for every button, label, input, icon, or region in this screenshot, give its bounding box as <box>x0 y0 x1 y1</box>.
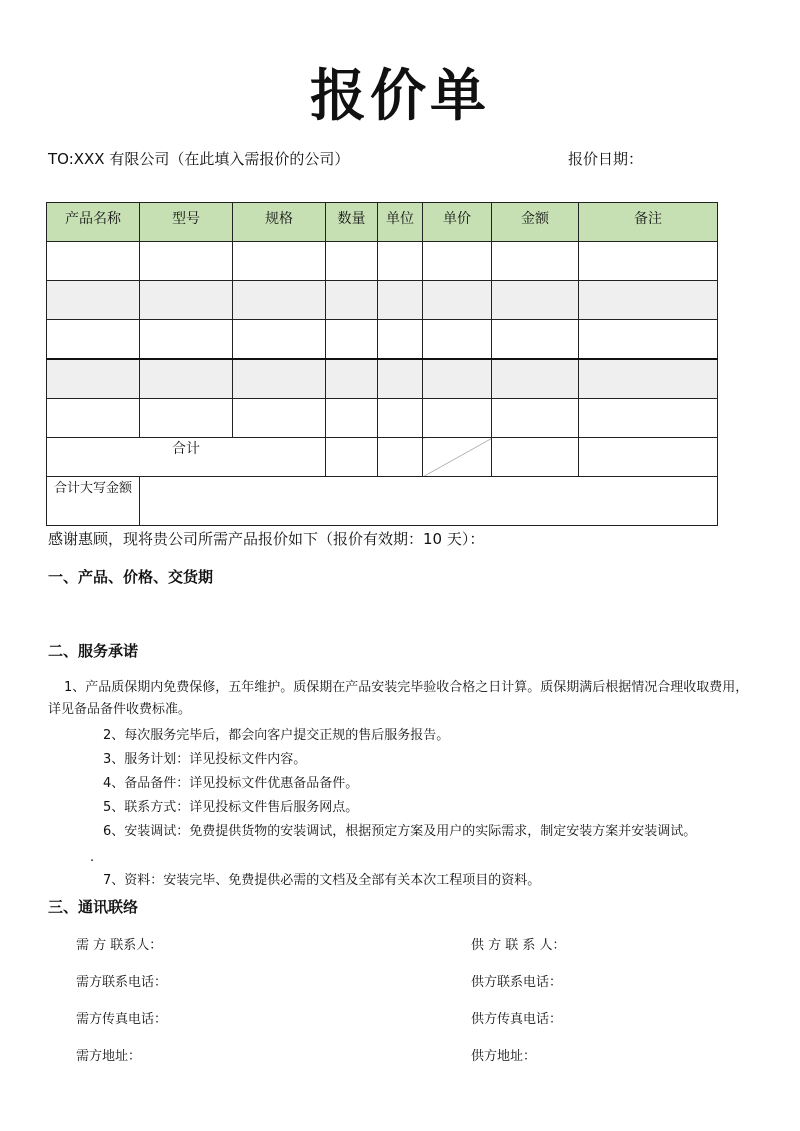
col-header-amount: 金额 <box>492 203 579 242</box>
page-title: 报价单 <box>310 64 490 129</box>
total-label: 合计 <box>47 438 326 477</box>
table-cell[interactable] <box>140 242 233 281</box>
table-cell[interactable] <box>47 359 140 399</box>
table-row <box>47 359 718 399</box>
table-cell[interactable] <box>579 242 718 281</box>
service-item-5: 5、联系方式：详见投标文件售后服务网点。 <box>103 800 359 815</box>
table-cell[interactable] <box>492 399 579 438</box>
table-row <box>47 242 718 281</box>
seller-phone-label: 供方联系电话： <box>471 975 563 990</box>
table-cell[interactable] <box>378 359 423 399</box>
table-cell[interactable] <box>492 359 579 399</box>
col-header-product-name: 产品名称 <box>47 203 140 242</box>
section-heading-contact: 三、通讯联络 <box>48 898 139 916</box>
service-item-6: 6、安装调试：免费提供货物的安装调试，根据预定方案及用户的实际需求，制定安装方案并安装调试。 <box>103 824 697 839</box>
service-item-1-line-1: 1、产品质保期内免费保修，五年维护。质保期在产品安装完毕验收合格之日计算。质保期满后根据情况合理收取费用， <box>64 680 749 695</box>
table-cell[interactable] <box>233 320 326 360</box>
table-cell[interactable] <box>423 320 492 360</box>
seller-address-label: 供方地址： <box>471 1049 537 1064</box>
total-words-label: 合计大写金额 <box>47 477 140 526</box>
table-cell[interactable] <box>579 359 718 399</box>
section-heading-service: 二、服务承诺 <box>48 642 139 660</box>
table-cell[interactable] <box>378 281 423 320</box>
table-cell[interactable] <box>140 359 233 399</box>
buyer-address-label: 需方地址： <box>76 1049 142 1064</box>
total-amount-cell[interactable] <box>492 438 579 477</box>
table-cell[interactable] <box>140 320 233 360</box>
total-unit-cell[interactable] <box>378 438 423 477</box>
table-cell[interactable] <box>47 399 140 438</box>
total-words-row <box>47 477 718 526</box>
total-quantity-cell[interactable] <box>326 438 378 477</box>
table-cell[interactable] <box>140 399 233 438</box>
service-item-4: 4、备品备件：详见投标文件优惠备品备件。 <box>103 776 359 791</box>
table-cell[interactable] <box>492 242 579 281</box>
buyer-fax-label: 需方传真电话： <box>76 1012 168 1027</box>
stray-dot: . <box>90 850 95 865</box>
table-cell[interactable] <box>579 399 718 438</box>
quote-date-label: 报价日期： <box>568 150 644 168</box>
table-row <box>47 281 718 320</box>
table-cell[interactable] <box>326 281 378 320</box>
recipient-line: TO:XXX 有限公司（在此填入需报价的公司） <box>48 150 350 168</box>
service-item-1-line-2: 详见备品备件收费标准。 <box>48 702 192 717</box>
table-header-row <box>47 203 718 242</box>
table-cell[interactable] <box>326 399 378 438</box>
total-unit-price-slash-cell <box>423 438 492 477</box>
intro-text: 感谢惠顾，现将贵公司所需产品报价如下（报价有效期：10 天）： <box>48 530 485 548</box>
service-item-7: 7、资料：安装完毕、免费提供必需的文档及全部有关本次工程项目的资料。 <box>103 873 541 888</box>
service-item-2: 2、每次服务完毕后，都会向客户提交正规的售后服务报告。 <box>103 728 450 743</box>
col-header-remarks: 备注 <box>579 203 718 242</box>
table-cell[interactable] <box>423 399 492 438</box>
table-cell[interactable] <box>233 399 326 438</box>
table-cell[interactable] <box>423 281 492 320</box>
table-cell[interactable] <box>47 281 140 320</box>
total-remarks-cell[interactable] <box>579 438 718 477</box>
col-header-model: 型号 <box>140 203 233 242</box>
total-row <box>47 438 718 477</box>
section-heading-products: 一、产品、价格、交货期 <box>48 568 214 586</box>
seller-fax-label: 供方传真电话： <box>471 1012 563 1027</box>
col-header-quantity: 数量 <box>326 203 378 242</box>
table-cell[interactable] <box>492 320 579 360</box>
table-row <box>47 399 718 438</box>
table-cell[interactable] <box>47 320 140 360</box>
table-cell[interactable] <box>378 242 423 281</box>
table-cell[interactable] <box>233 242 326 281</box>
table-cell[interactable] <box>492 281 579 320</box>
col-header-spec: 规格 <box>233 203 326 242</box>
table-cell[interactable] <box>579 320 718 360</box>
col-header-unit-price: 单价 <box>423 203 492 242</box>
table-cell[interactable] <box>233 281 326 320</box>
buyer-phone-label: 需方联系电话： <box>76 975 168 990</box>
table-cell[interactable] <box>326 242 378 281</box>
table-cell[interactable] <box>423 359 492 399</box>
service-item-3: 3、服务计划：详见投标文件内容。 <box>103 752 307 767</box>
table-cell[interactable] <box>579 281 718 320</box>
table-cell[interactable] <box>326 359 378 399</box>
table-cell[interactable] <box>378 320 423 360</box>
table-cell[interactable] <box>378 399 423 438</box>
total-words-cell[interactable] <box>140 477 718 526</box>
table-cell[interactable] <box>326 320 378 360</box>
table-cell[interactable] <box>423 242 492 281</box>
table-cell[interactable] <box>47 242 140 281</box>
seller-contact-label: 供 方 联 系 人： <box>471 938 566 953</box>
quote-table <box>46 202 718 526</box>
table-cell[interactable] <box>140 281 233 320</box>
table-row <box>47 320 718 360</box>
buyer-contact-label: 需 方 联系人： <box>76 938 163 953</box>
col-header-unit: 单位 <box>378 203 423 242</box>
table-cell[interactable] <box>233 359 326 399</box>
